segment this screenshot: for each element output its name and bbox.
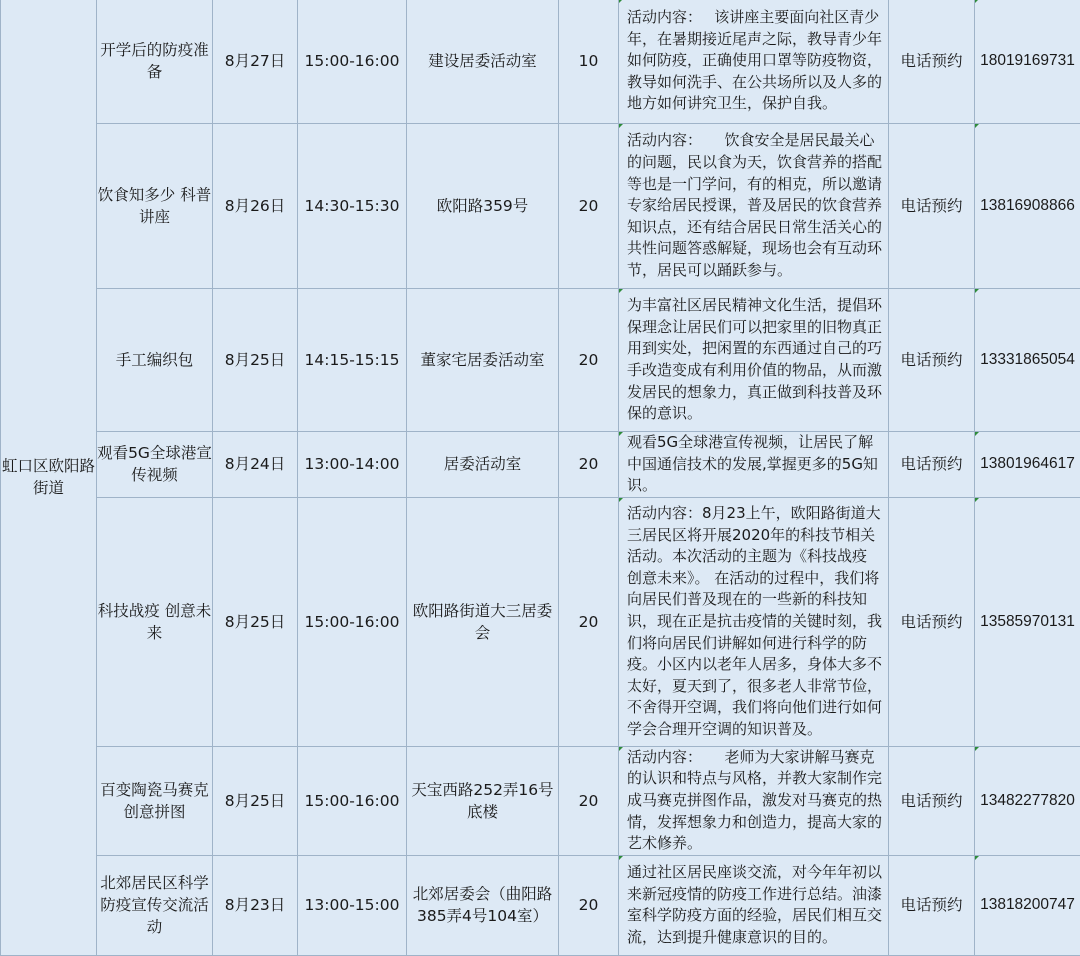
activity-date-cell: 8月26日 bbox=[213, 124, 298, 289]
activity-time-cell: 13:00-14:00 bbox=[298, 432, 407, 498]
activity-description-cell: 活动内容： 老师为大家讲解马赛克的认识和特点与风格，并教大家制作完成马赛克拼图作品，激发对马赛克的热情，发挥想象力和创造力，提高大家的艺术修养。 bbox=[619, 746, 889, 855]
booking-method-cell: 电话预约 bbox=[889, 432, 975, 498]
activity-time-cell: 15:00-16:00 bbox=[298, 497, 407, 746]
participant-count-cell: 20 bbox=[559, 289, 619, 432]
activity-date-cell: 8月24日 bbox=[213, 432, 298, 498]
activity-title-cell: 百变陶瓷马赛克创意拼图 bbox=[97, 746, 213, 855]
activity-location-cell: 天宝西路252弄16号底楼 bbox=[407, 746, 559, 855]
activity-date-cell: 8月25日 bbox=[213, 746, 298, 855]
participant-count-cell: 20 bbox=[559, 746, 619, 855]
participant-count-cell: 20 bbox=[559, 855, 619, 955]
activity-title-cell: 观看5G全球港宣传视频 bbox=[97, 432, 213, 498]
booking-method-cell: 电话预约 bbox=[889, 124, 975, 289]
contact-phone-cell: 13816908866 bbox=[975, 124, 1080, 289]
activity-description-cell: 观看5G全球港宣传视频，让居民了解中国通信技术的发展,掌握更多的5G知识。 bbox=[619, 432, 889, 498]
participant-count-cell: 10 bbox=[559, 0, 619, 124]
participant-count-cell: 20 bbox=[559, 497, 619, 746]
table-row bbox=[1, 0, 1080, 124]
contact-phone-cell: 13585970131 bbox=[975, 497, 1080, 746]
booking-method-cell: 电话预约 bbox=[889, 497, 975, 746]
activity-description-cell: 活动内容： 该讲座主要面向社区青少年，在暑期接近尾声之际，教导青少年如何防疫，正确使用口罩等防疫物资，教导如何洗手、在公共场所以及人多的地方如何讲究卫生，保护自我。 bbox=[619, 0, 889, 124]
activity-title-cell: 开学后的防疫准备 bbox=[97, 0, 213, 124]
district-cell: 虹口区欧阳路街道 bbox=[1, 0, 97, 955]
booking-method-cell: 电话预约 bbox=[889, 289, 975, 432]
table-row bbox=[1, 289, 1080, 432]
table-row bbox=[1, 497, 1080, 746]
activity-location-cell: 建设居委活动室 bbox=[407, 0, 559, 124]
table-row bbox=[1, 432, 1080, 498]
activity-time-cell: 15:00-16:00 bbox=[298, 0, 407, 124]
table-row bbox=[1, 855, 1080, 955]
activity-description-cell: 活动内容：8月23上午，欧阳路街道大三居民区将开展2020年的科技节相关活动。本次活动的主题为《科技战疫 创意未来》。 在活动的过程中，我们将向居民们普及现在的一些新的科技知识，现在正是抗击疫情的关键时刻，我们将向居民们讲解如何进行科学的防疫。小区内以老年人居多，身体大多不太好，夏天到了，很多老人非常节俭，不舍得开空调，我们将向他们进行如何学会合理开空调的知识普及。 bbox=[619, 497, 889, 746]
activity-location-cell: 欧阳路359号 bbox=[407, 124, 559, 289]
contact-phone-cell: 18019169731 bbox=[975, 0, 1080, 124]
participant-count-cell: 20 bbox=[559, 124, 619, 289]
contact-phone-cell: 13801964617 bbox=[975, 432, 1080, 498]
contact-phone-cell: 13482277820 bbox=[975, 746, 1080, 855]
activity-location-cell: 董家宅居委活动室 bbox=[407, 289, 559, 432]
booking-method-cell: 电话预约 bbox=[889, 0, 975, 124]
activity-location-cell: 居委活动室 bbox=[407, 432, 559, 498]
activity-time-cell: 14:15-15:15 bbox=[298, 289, 407, 432]
activity-date-cell: 8月27日 bbox=[213, 0, 298, 124]
booking-method-cell: 电话预约 bbox=[889, 746, 975, 855]
activity-title-cell: 北郊居民区科学防疫宣传交流活动 bbox=[97, 855, 213, 955]
activity-time-cell: 14:30-15:30 bbox=[298, 124, 407, 289]
activity-description-cell: 为丰富社区居民精神文化生活，提倡环保理念让居民们可以把家里的旧物真正用到实处，把闲置的东西通过自己的巧手改造变成有利用价值的物品，从而激发居民的想象力，真正做到科技普及环保的意识。 bbox=[619, 289, 889, 432]
activity-title-cell: 手工编织包 bbox=[97, 289, 213, 432]
table-row bbox=[1, 746, 1080, 855]
activity-date-cell: 8月23日 bbox=[213, 855, 298, 955]
activity-location-cell: 欧阳路街道大三居委会 bbox=[407, 497, 559, 746]
booking-method-cell: 电话预约 bbox=[889, 855, 975, 955]
activity-location-cell: 北郊居委会（曲阳路385弄4号104室） bbox=[407, 855, 559, 955]
participant-count-cell: 20 bbox=[559, 432, 619, 498]
activity-title-cell: 饮食知多少 科普讲座 bbox=[97, 124, 213, 289]
activity-description-cell: 活动内容： 饮食安全是居民最关心的问题，民以食为天，饮食营养的搭配等也是一门学问，有的相克，所以邀请专家给居民授课，普及居民的饮食营养知识点，还有结合居民日常生活关心的共性问题答惑解疑，现场也会有互动环节，居民可以踊跃参与。 bbox=[619, 124, 889, 289]
activity-time-cell: 13:00-15:00 bbox=[298, 855, 407, 955]
activity-date-cell: 8月25日 bbox=[213, 497, 298, 746]
contact-phone-cell: 13818200747 bbox=[975, 855, 1080, 955]
activity-title-cell: 科技战疫 创意未来 bbox=[97, 497, 213, 746]
contact-phone-cell: 13331865054 bbox=[975, 289, 1080, 432]
activity-date-cell: 8月25日 bbox=[213, 289, 298, 432]
activity-description-cell: 通过社区居民座谈交流，对今年年初以来新冠疫情的防疫工作进行总结。油漆室科学防疫方面的经验，居民们相互交流，达到提升健康意识的目的。 bbox=[619, 855, 889, 955]
table-row bbox=[1, 124, 1080, 289]
activity-time-cell: 15:00-16:00 bbox=[298, 746, 407, 855]
